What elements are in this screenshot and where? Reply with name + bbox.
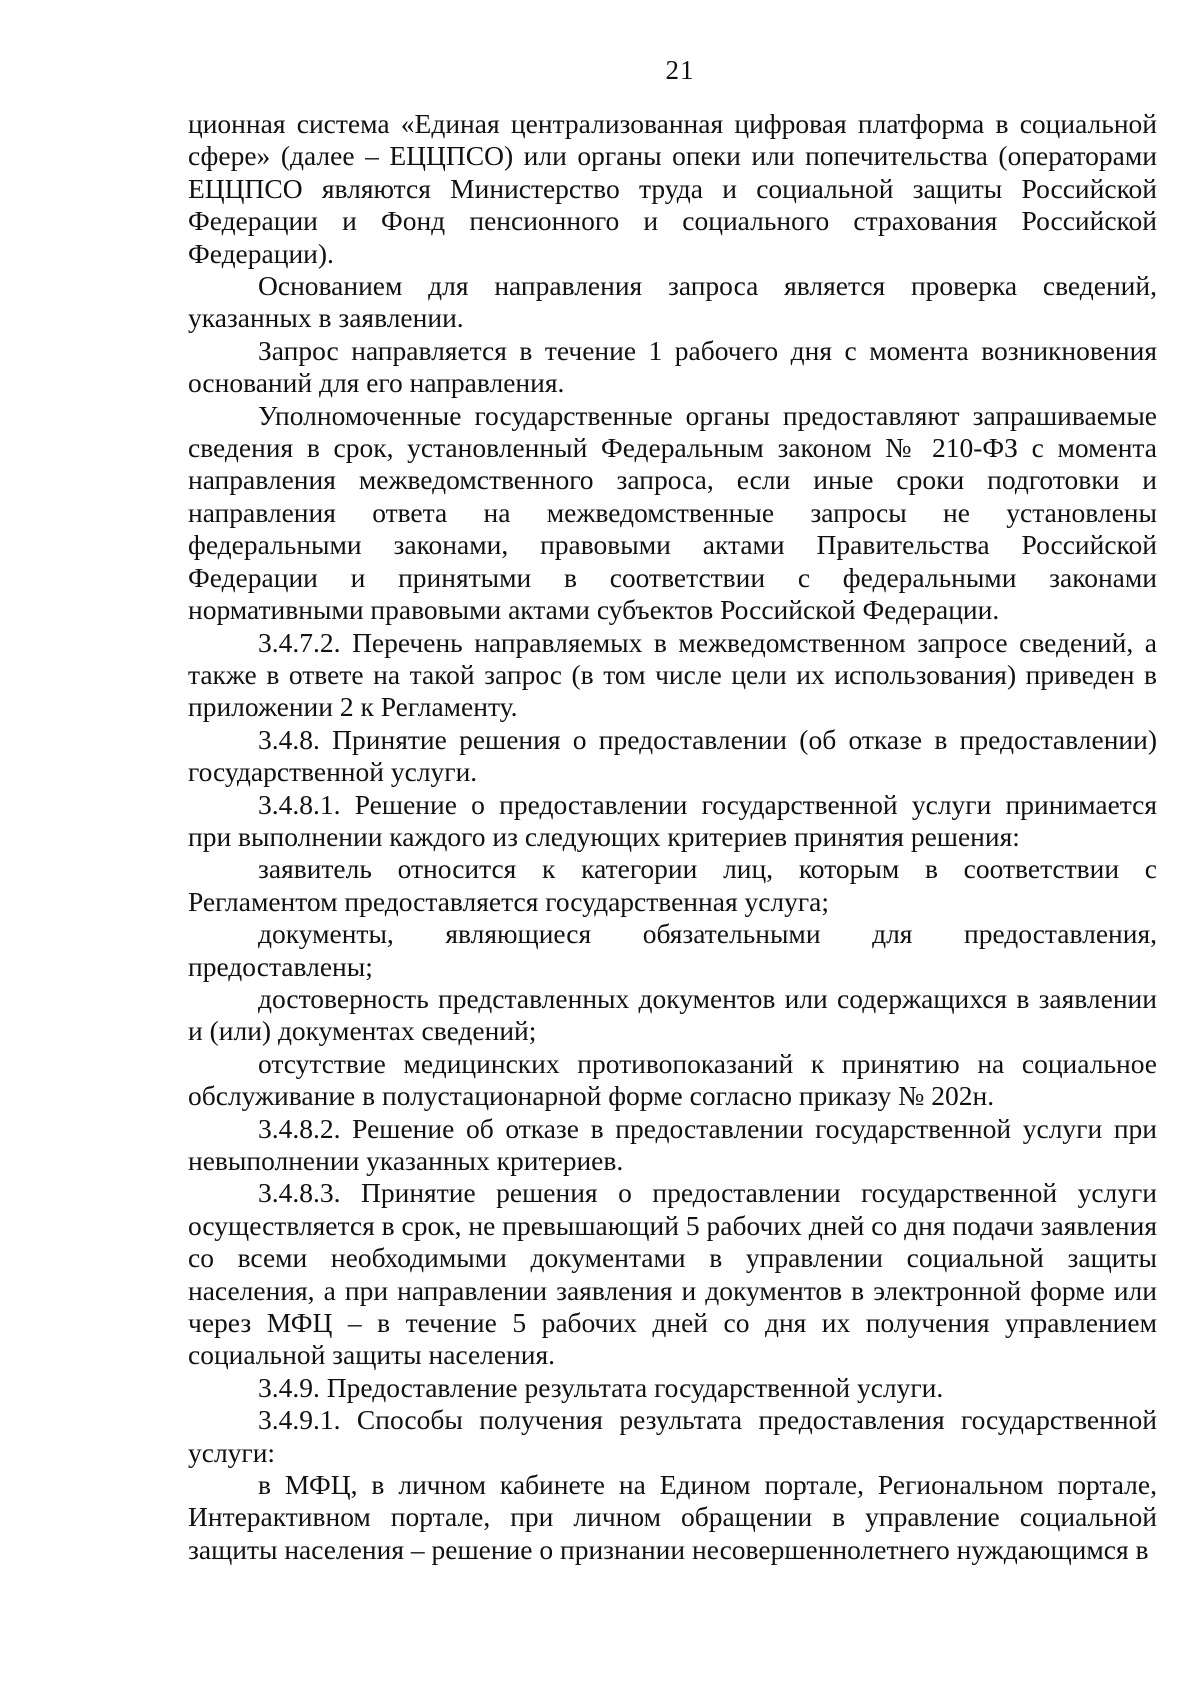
document-body [188,108,1157,1566]
paragraph-section-3-4-9-1: 3.4.9.1. Способы получения результата предоставления государственной услуги: [188,1404,1157,1468]
paragraph-section-3-4-8-2: 3.4.8.2. Решение об отказе в предоставлении государственной услуги при невыполнении указанных критериев. [188,1112,1157,1176]
paragraph-section-3-4-8-3: 3.4.8.3. Принятие решения о предоставлении государственной услуги осуществляется в срок, не превышающий 5 рабочих дней со дня подачи заявления со всеми необходимыми документами в управлении социальной защиты населения, а при направлении заявления и документов в электронной форме или через МФЦ – в течение 5 рабочих дней со дня их получения управлением социальной защиты населения. [188,1177,1157,1371]
paragraph-section-3-4-9: 3.4.9. Предоставление результата государственной услуги. [258,1371,944,1403]
paragraph: в МФЦ, в личном кабинете на Едином портале, Региональном портале, Интерактивном портале, при личном обращении в управление социальной защиты населения – решение о признании несовершеннолетнего нуждающимся в [188,1469,1157,1565]
paragraph: Основанием для направления запроса является проверка сведений, указанных в заявлении. [188,270,1157,334]
paragraph: Уполномоченные государственные органы предоставляют запрашиваемые сведения в срок, установленный Федеральным законом № 210-ФЗ с момента направления межведомственного запроса, если иные сроки подготовки и направления ответа на межведомственные запросы не установлены федеральными законами, правовыми актами Правительства Российской Федерации и принятыми в соответствии с федеральными законами нормативными правовыми актами субъектов Российской Федерации. [188,399,1157,626]
criteria-item: документы, являющиеся обязательными для предоставления, предоставлены; [188,918,1157,982]
page-number: 21 [665,55,695,85]
criteria-item: заявитель относится к категории лиц, которым в соответствии с Регламентом предоставляется государственная услуга; [188,853,1157,917]
paragraph-section-3-4-8: 3.4.8. Принятие решения о предоставлении (об отказе в предоставлении) государственной услуги. [188,723,1157,788]
criteria-item: достоверность представленных документов или содержащихся в заявлении и (или) документах сведений; [188,982,1157,1047]
paragraph-continuation: ционная система «Единая централизованная цифровая платформа в социальной сфере» (далее – ЕЦЦПСО) или органы опеки или попечительства (операторами ЕЦЦПСО являются Министерство труда и социальной защиты Российской Федерации и Фонд пенсионного и социального страхования Российской Федерации). [188,108,1157,269]
paragraph-section-3-4-7-2: 3.4.7.2. Перечень направляемых в межведомственном запросе сведений, а также в ответе на такой запрос (в том числе цели их использования) приведен в приложении 2 к Регламенту. [188,626,1157,723]
paragraph-section-3-4-8-1: 3.4.8.1. Решение о предоставлении государственной услуги принимается при выполнении каждого из следующих критериев принятия решения: [188,788,1157,852]
paragraph: Запрос направляется в течение 1 рабочего дня с момента возникновения оснований для его направления. [188,334,1157,399]
criteria-item: отсутствие медицинских противопоказаний к принятию на социальное обслуживание в полустационарной форме согласно приказу № 202н. [188,1047,1157,1112]
